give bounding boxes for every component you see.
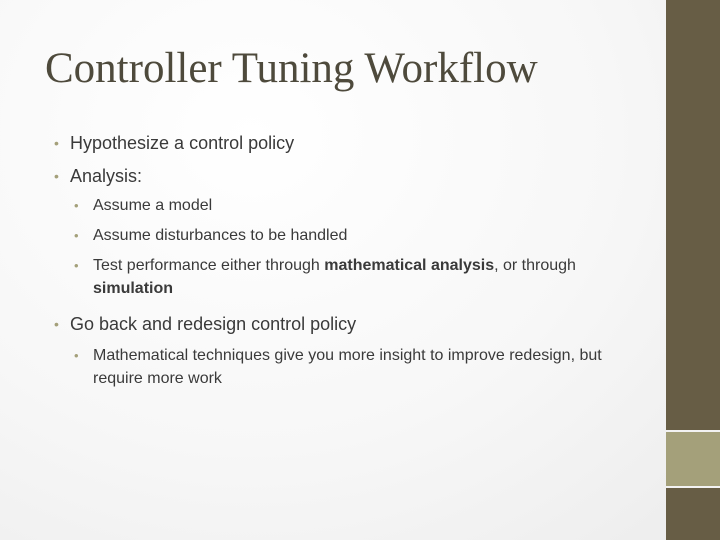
- sub-bullet-item: [54, 254, 644, 300]
- sub-bullet-list: [54, 194, 644, 300]
- bullet-dot-icon: •: [74, 348, 79, 363]
- sidebar-accent-block: [666, 432, 720, 486]
- bullet-dot-icon: •: [54, 316, 59, 332]
- bullet-dot-icon: •: [54, 168, 59, 184]
- sidebar-divider-bottom: [666, 486, 720, 488]
- emphasis-mathematical-analysis: mathematical analysis: [324, 257, 495, 274]
- bullet-item: [54, 163, 644, 189]
- bullet-item: [54, 130, 644, 156]
- sub-bullet-item: [54, 344, 644, 390]
- sub-bullet-text: Mathematical techniques give you more insight to improve redesign, but require more work: [93, 347, 602, 387]
- bullet-dot-icon: •: [74, 198, 79, 213]
- sub-bullet-item: [54, 194, 644, 217]
- bullet-list: [54, 130, 644, 390]
- sidebar-divider-top: [666, 430, 720, 432]
- bullet-dot-icon: •: [74, 228, 79, 243]
- sub-bullet-text: , or through: [494, 257, 576, 274]
- bullet-dot-icon: •: [54, 135, 59, 151]
- bullet-dot-icon: •: [74, 258, 79, 273]
- slide-title: Controller Tuning Workflow: [45, 45, 538, 92]
- emphasis-simulation: simulation: [93, 280, 174, 297]
- bullet-item: [54, 311, 644, 337]
- bullet-text: Hypothesize a control policy: [70, 133, 295, 153]
- sub-bullet-list: [54, 344, 644, 390]
- sub-bullet-item: [54, 224, 644, 247]
- sub-bullet-text: Assume a model: [93, 197, 213, 214]
- sub-bullet-text: Assume disturbances to be handled: [93, 227, 348, 244]
- bullet-text: Analysis:: [70, 166, 143, 186]
- bullet-text: Go back and redesign control policy: [70, 314, 357, 334]
- sub-bullet-text: Test performance either through: [93, 257, 325, 274]
